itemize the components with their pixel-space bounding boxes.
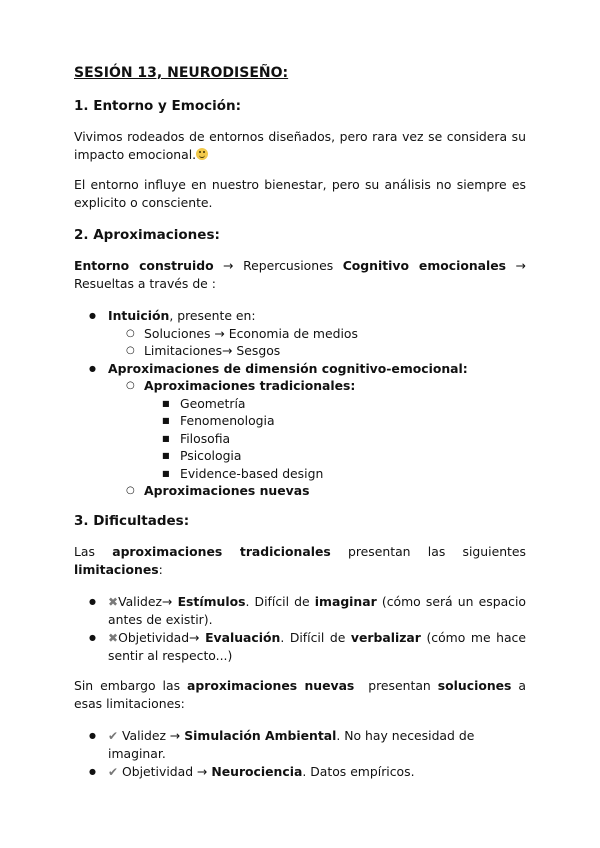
tradicionales-label: Aproximaciones tradicionales: [144, 378, 356, 393]
limit-text: (cómo será un espacio antes de existir). [108, 593, 527, 627]
list-item-tradicionales [108, 377, 526, 482]
limit-bold: imaginar [314, 593, 377, 609]
limit-text: Validez→ [118, 593, 178, 609]
section-1-p1-text: Vivimos rodeados de entornos diseñados, pero rara vez se considera su impacto emocional. [74, 129, 526, 162]
cognitivo-emocionales-text: Cognitivo emocionales [342, 258, 507, 273]
page-title: SESIÓN 13, NEURODISEÑO: [74, 65, 289, 81]
section-1-heading: 1. Entorno y Emoción: [74, 98, 242, 114]
smile-emoji-icon [196, 148, 208, 160]
s3-intro-c: presentan las siguientes [330, 543, 526, 559]
list-item: ■ Evidence-based design [144, 465, 526, 483]
s3-intro-a: Las [74, 543, 113, 559]
s3-p2-d: soluciones [437, 677, 512, 693]
solution-bold: Neurociencia [211, 763, 303, 779]
cross-mark-icon: ✖ [108, 594, 119, 609]
s3-p2-c: presentan [354, 677, 438, 693]
list-item: ■ Geometría [144, 395, 526, 413]
entorno-construido-text: Entorno construido [74, 258, 214, 273]
section-2-intro [74, 257, 526, 293]
intro-text-d: → Resueltas a través de : [74, 258, 526, 291]
limit-bold: verbalizar [350, 629, 421, 645]
dimension-sublist [108, 377, 526, 500]
approaches-list [74, 307, 526, 500]
limit-text: . Difícil de [245, 593, 315, 609]
list-item: ○ Soluciones → Economia de medios [108, 325, 526, 343]
limit-text: (cómo me hace sentir al respecto...) [108, 629, 526, 663]
list-item: ■ Fenomenologia [144, 412, 526, 430]
s3-p2-a: Sin embargo las [74, 677, 188, 693]
section-1-paragraph-1 [74, 128, 526, 164]
solutions-list [74, 727, 526, 782]
list-item: ■ Filosofia [144, 430, 526, 448]
solution-text: Validez → [118, 727, 185, 743]
list-item: ■ Psicologia [144, 447, 526, 465]
limitations-list [74, 593, 526, 665]
list-item-nuevas [108, 482, 526, 500]
limit-text: . Difícil de [280, 629, 351, 645]
limit-text: Objetividad→ [118, 629, 206, 645]
solution-text: . No hay necesidad de imaginar. [108, 727, 475, 761]
solution-bold: Simulación Ambiental [184, 727, 337, 743]
cross-mark-icon: ✖ [108, 630, 119, 645]
nuevas-label: Aproximaciones nuevas [144, 483, 310, 498]
limit-bold: Evaluación [205, 629, 281, 645]
s3-p2-e: a esas limitaciones: [74, 677, 526, 711]
s3-p2-b: aproximaciones nuevas [187, 677, 355, 693]
list-item-intuicion [74, 307, 526, 360]
section-1-paragraph-2: El entorno influye en nuestro bienestar, pero su análisis no siempre es explicito o consciente. [74, 177, 526, 210]
intuicion-sublist [108, 325, 526, 360]
intro-text-b: → Repercusiones [213, 258, 343, 273]
solution-text: Objetividad → [118, 763, 212, 779]
s3-intro-d: limitaciones [74, 561, 159, 577]
solution-text: . Datos empíricos. [302, 763, 415, 779]
list-item-limit-validez [74, 593, 526, 629]
section-2-heading: 2. Aproximaciones: [74, 227, 220, 243]
list-item-limit-objetividad [74, 629, 526, 665]
list-item-solution-objetividad [74, 763, 526, 782]
tradicionales-sublist [144, 395, 526, 483]
list-item-dimension [74, 360, 526, 500]
section-3-heading: 3. Dificultades: [74, 512, 190, 529]
s3-intro-b: aproximaciones tradicionales [112, 543, 331, 559]
check-mark-icon: ✔ [108, 728, 119, 743]
section-3-paragraph-2 [74, 677, 526, 713]
section-3-intro [74, 543, 526, 579]
dimension-label: Aproximaciones de dimensión cognitivo-emocional: [108, 360, 468, 376]
intuicion-label: Intuición [108, 308, 170, 323]
check-mark-icon: ✔ [108, 764, 119, 779]
list-item-solution-validez [74, 727, 526, 763]
list-item: ○ Limitaciones→ Sesgos [108, 342, 526, 360]
intuicion-rest: , presente en: [169, 308, 256, 323]
s3-intro-e: : [158, 561, 163, 577]
limit-bold: Estímulos [177, 593, 246, 609]
